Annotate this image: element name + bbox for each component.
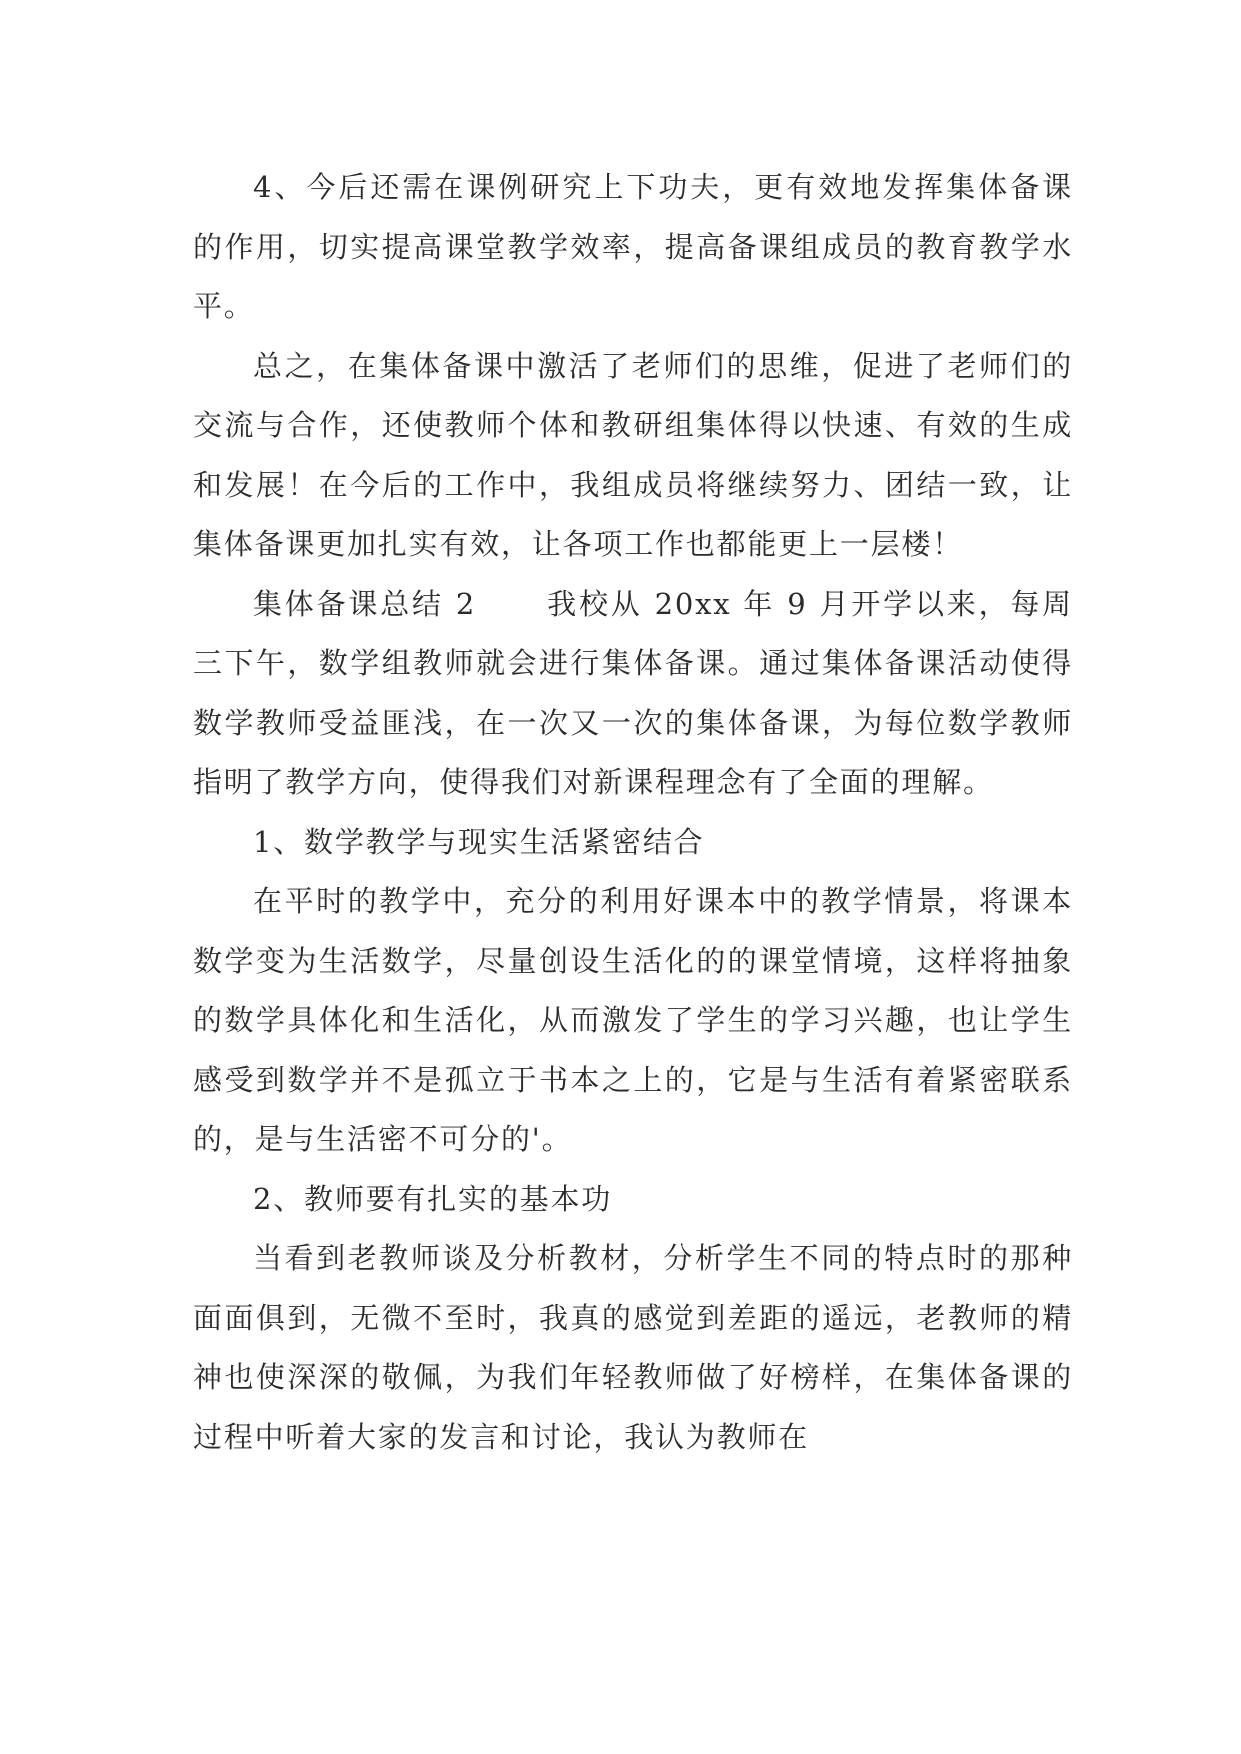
section-intro: 我校从 20xx 年 9 月开学以来，每周三下午，数学组教师就会进行集体备课。通过集体备课活动使得数学教师受益匪浅，在一次又一次的集体备课，为每位数学教师指明了教学方向，使得我们对新课程理念有了全面的理解。 xyxy=(193,586,1073,799)
heading-point-2: 2、教师要有扎实的基本功 xyxy=(253,1181,613,1216)
paragraph-point-1: 在平时的教学中，充分的利用好课本中的教学情景，将课本数学变为生活数学，尽量创设生活化的的课堂情境，这样将抽象的数学具体化和生活化，从而激发了学生的学习兴趣，也让学生感受到数学并不是孤立于书本之上的，它是与生活有着紧密联系的，是与生活密不可分的'。 xyxy=(193,884,1073,1156)
section-title: 集体备课总结 2 xyxy=(253,586,477,621)
document-body xyxy=(193,158,1073,1467)
heading-point-1: 1、数学教学与现实生活紧密结合 xyxy=(253,824,705,859)
paragraph-conclusion: 总之，在集体备课中激活了老师们的思维，促进了老师们的交流与合作，还使教师个体和教研组集体得以快速、有效的生成和发展！在今后的工作中，我组成员将继续努力、团结一致，让集体备课更加扎实有效，让各项工作也都能更上一层楼！ xyxy=(193,348,1073,561)
paragraph-summary-2 xyxy=(193,575,1073,813)
paragraph-point-2: 当看到老教师谈及分析教材，分析学生不同的特点时的那种面面俱到，无微不至时，我真的感觉到差距的遥远，老教师的精神也使深深的敬佩，为我们年轻教师做了好榜样，在集体备课的过程中听着大家的发言和讨论，我认为教师在 xyxy=(193,1241,1073,1454)
paragraph-improvement-4: 4、今后还需在课例研究上下功夫，更有效地发挥集体备课的作用，切实提高课堂教学效率，提高备课组成员的教育教学水平。 xyxy=(193,170,1073,323)
